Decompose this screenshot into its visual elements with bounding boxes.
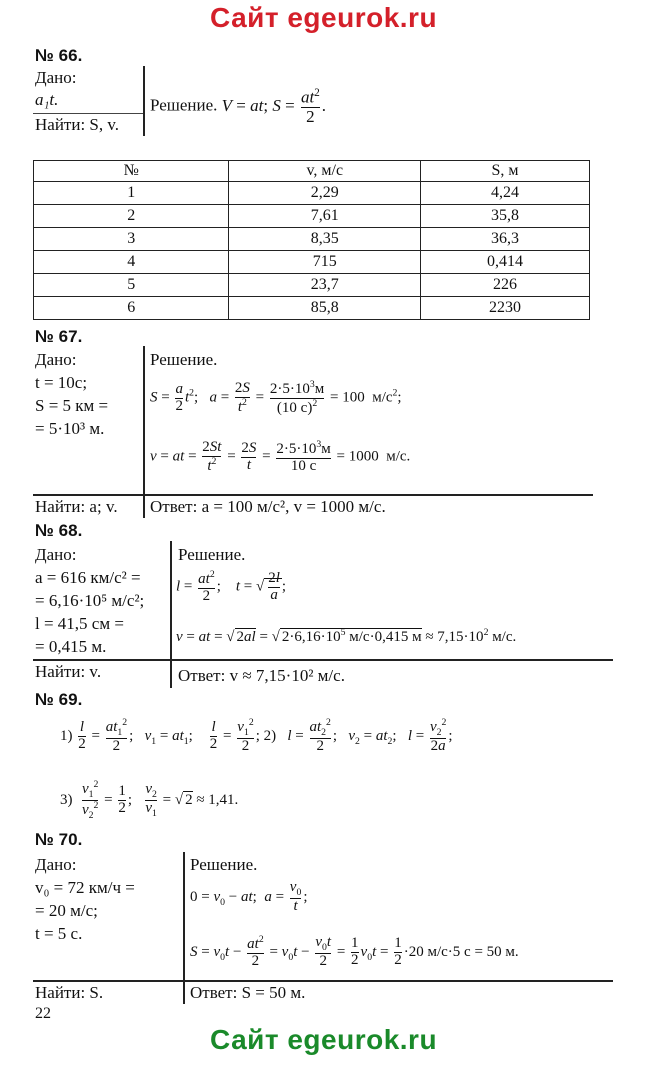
problem-67-find-divider (33, 494, 593, 496)
site-banner-bottom: Сайт egeurok.ru (210, 1024, 438, 1055)
problem-70-find-divider (33, 980, 613, 982)
problem-67-given-label: Дано: (35, 350, 77, 369)
table-header-cell: S, м (421, 161, 590, 182)
table-cell: 8,35 (229, 228, 421, 251)
table-cell: 4,24 (421, 182, 590, 205)
problem-66-separator (143, 66, 145, 136)
problem-66-formula: V = at; S = $\frac{at^2}{2}$ . (221, 87, 326, 126)
problem-68-given-length: l = 41,5 см = (35, 614, 124, 633)
table-row (34, 228, 590, 251)
problem-66-given: a₁t. (35, 90, 59, 109)
table-row (34, 182, 590, 205)
problem-67-find: Найти: a; v. (35, 497, 118, 516)
problem-68-formula-velocity: v = at = √ 2al = √ $2\cdot 6,16\cdot 10^5$ м/с·0,415 $м \approx 7,15\cdot 10^2$ м/с. (176, 627, 517, 645)
problem-69-step-1: 1) $\frac{l}{2}$ = $\frac{at_1^2}{2}$ ; $v_1 = at_1$; $\frac{l}{2}$ = $\frac{v_1^2}{2}$ ; 2) l = $\frac{at_2^2}{2}$ ; $v_2 = at_2$; l = $\frac{v_2^2}{2a}$ ; (60, 717, 453, 755)
problem-70-formula-acceleration: $0 = v_0$ − at; a = $\frac{v_0}{t}$ ; (190, 879, 308, 915)
problem-70-given-time: t = 5 с. (35, 924, 83, 943)
problem-67-given-distance: S = 5 км = (35, 396, 109, 415)
problem-67-given-distance-si: = 5·10³ м. (35, 419, 105, 438)
table-cell: 23,7 (229, 274, 421, 297)
problem-66-find: Найти: S, v. (35, 115, 120, 134)
problem-67-number: № 67. (35, 327, 83, 346)
problem-66-solution (150, 88, 326, 125)
table-cell: 226 (421, 274, 590, 297)
problem-67-formula-velocity: v = at = $\frac{2St}{t^2}$ = $\frac{2S}{t}$ = $\frac{2\cdot 5\cdot 10^3м}{10 с}$ = 1000 м/с. (150, 439, 411, 474)
problem-67-formula-acceleration: S = $\frac{a}{2}$ $t^2$; a = $\frac{2S}{t^2}$ = $\frac{2\cdot 5\cdot 10^3м}{(10 с)^2}$ = 100 $м/с^2$; (150, 379, 402, 416)
problem-66-given-divider (33, 113, 145, 114)
table-header-row (34, 161, 590, 182)
problem-68-number: № 68. (35, 521, 83, 540)
table-cell: 715 (229, 251, 421, 274)
table-cell: 2230 (421, 297, 590, 320)
problem-68-given-label: Дано: (35, 545, 77, 564)
table-cell: 0,414 (421, 251, 590, 274)
problem-69-step-3: 3) $\frac{v_1^2}{v_2^2}$ = $\frac{1}{2}$ ; $\frac{v_2}{v_1}$ = √ 2 ≈ 1,41. (60, 779, 239, 822)
problem-68-separator (170, 541, 172, 688)
table-cell: 1 (34, 182, 229, 205)
problem-67-given-time: t = 10с; (35, 373, 88, 392)
table-row (34, 297, 590, 320)
problem-69-number: № 69. (35, 690, 83, 709)
problem-70-given-label: Дано: (35, 855, 77, 874)
problem-68-find-divider (33, 659, 613, 661)
table-cell: 3 (34, 228, 229, 251)
page-number: 22 (35, 1005, 51, 1022)
table-row (34, 251, 590, 274)
problem-66-table (33, 160, 590, 320)
problem-66-given-label: Дано: (35, 68, 77, 87)
table-cell: 36,3 (421, 228, 590, 251)
table-row (34, 274, 590, 297)
table-header-cell: v, м/с (229, 161, 421, 182)
problem-66-solution-label: Решение. (150, 95, 218, 115)
problem-68-given-length-si: = 0,415 м. (35, 637, 107, 656)
table-cell: 6 (34, 297, 229, 320)
problem-70-solution-label: Решение. (190, 855, 258, 874)
table-cell: 4 (34, 251, 229, 274)
table-cell: 2 (34, 205, 229, 228)
problem-68-find: Найти: v. (35, 662, 102, 681)
problem-70-given-speed: v₀ = 72 км/ч = (35, 878, 135, 897)
problem-67-answer: Ответ: a = 100 м/с², v = 1000 м/с. (150, 497, 386, 516)
site-banner-top: Сайт egeurok.ru (210, 2, 438, 33)
problem-68-solution-label: Решение. (178, 545, 246, 564)
table-header-cell: № (34, 161, 229, 182)
table-cell: 7,61 (229, 205, 421, 228)
problem-67-separator (143, 346, 145, 518)
problem-70-formula-distance: $S = v_0t$ − $\frac{at^2}{2}$ = $v_0t$ − $\frac{v_0t}{2}$ = $\frac{1}{2}$ $v_0t$ = $\frac{1}{2}$ ·20 м/с·5 с = 50 м. (190, 934, 519, 970)
problem-68-formula-length: l = $\frac{at^2}{2}$ ; t = √ $\frac{2l}{a}$ ; (176, 569, 287, 604)
problem-70-answer: Ответ: S = 50 м. (190, 983, 306, 1002)
problem-68-given-acceleration: a = 616 км/с² = (35, 568, 141, 587)
problem-66-number: № 66. (35, 46, 83, 65)
problem-70-given-speed-si: = 20 м/с; (35, 901, 98, 920)
table-cell: 5 (34, 274, 229, 297)
table-cell: 2,29 (229, 182, 421, 205)
problem-70-number: № 70. (35, 830, 83, 849)
problem-68-answer: Ответ: v ≈ 7,15·10² м/с. (178, 666, 345, 685)
problem-70-find: Найти: S. (35, 983, 104, 1002)
table-row (34, 205, 590, 228)
table-cell: 85,8 (229, 297, 421, 320)
table-cell: 35,8 (421, 205, 590, 228)
problem-67-solution-label: Решение. (150, 350, 218, 369)
problem-68-given-acceleration-si: = 6,16·10⁵ м/с²; (35, 591, 145, 610)
